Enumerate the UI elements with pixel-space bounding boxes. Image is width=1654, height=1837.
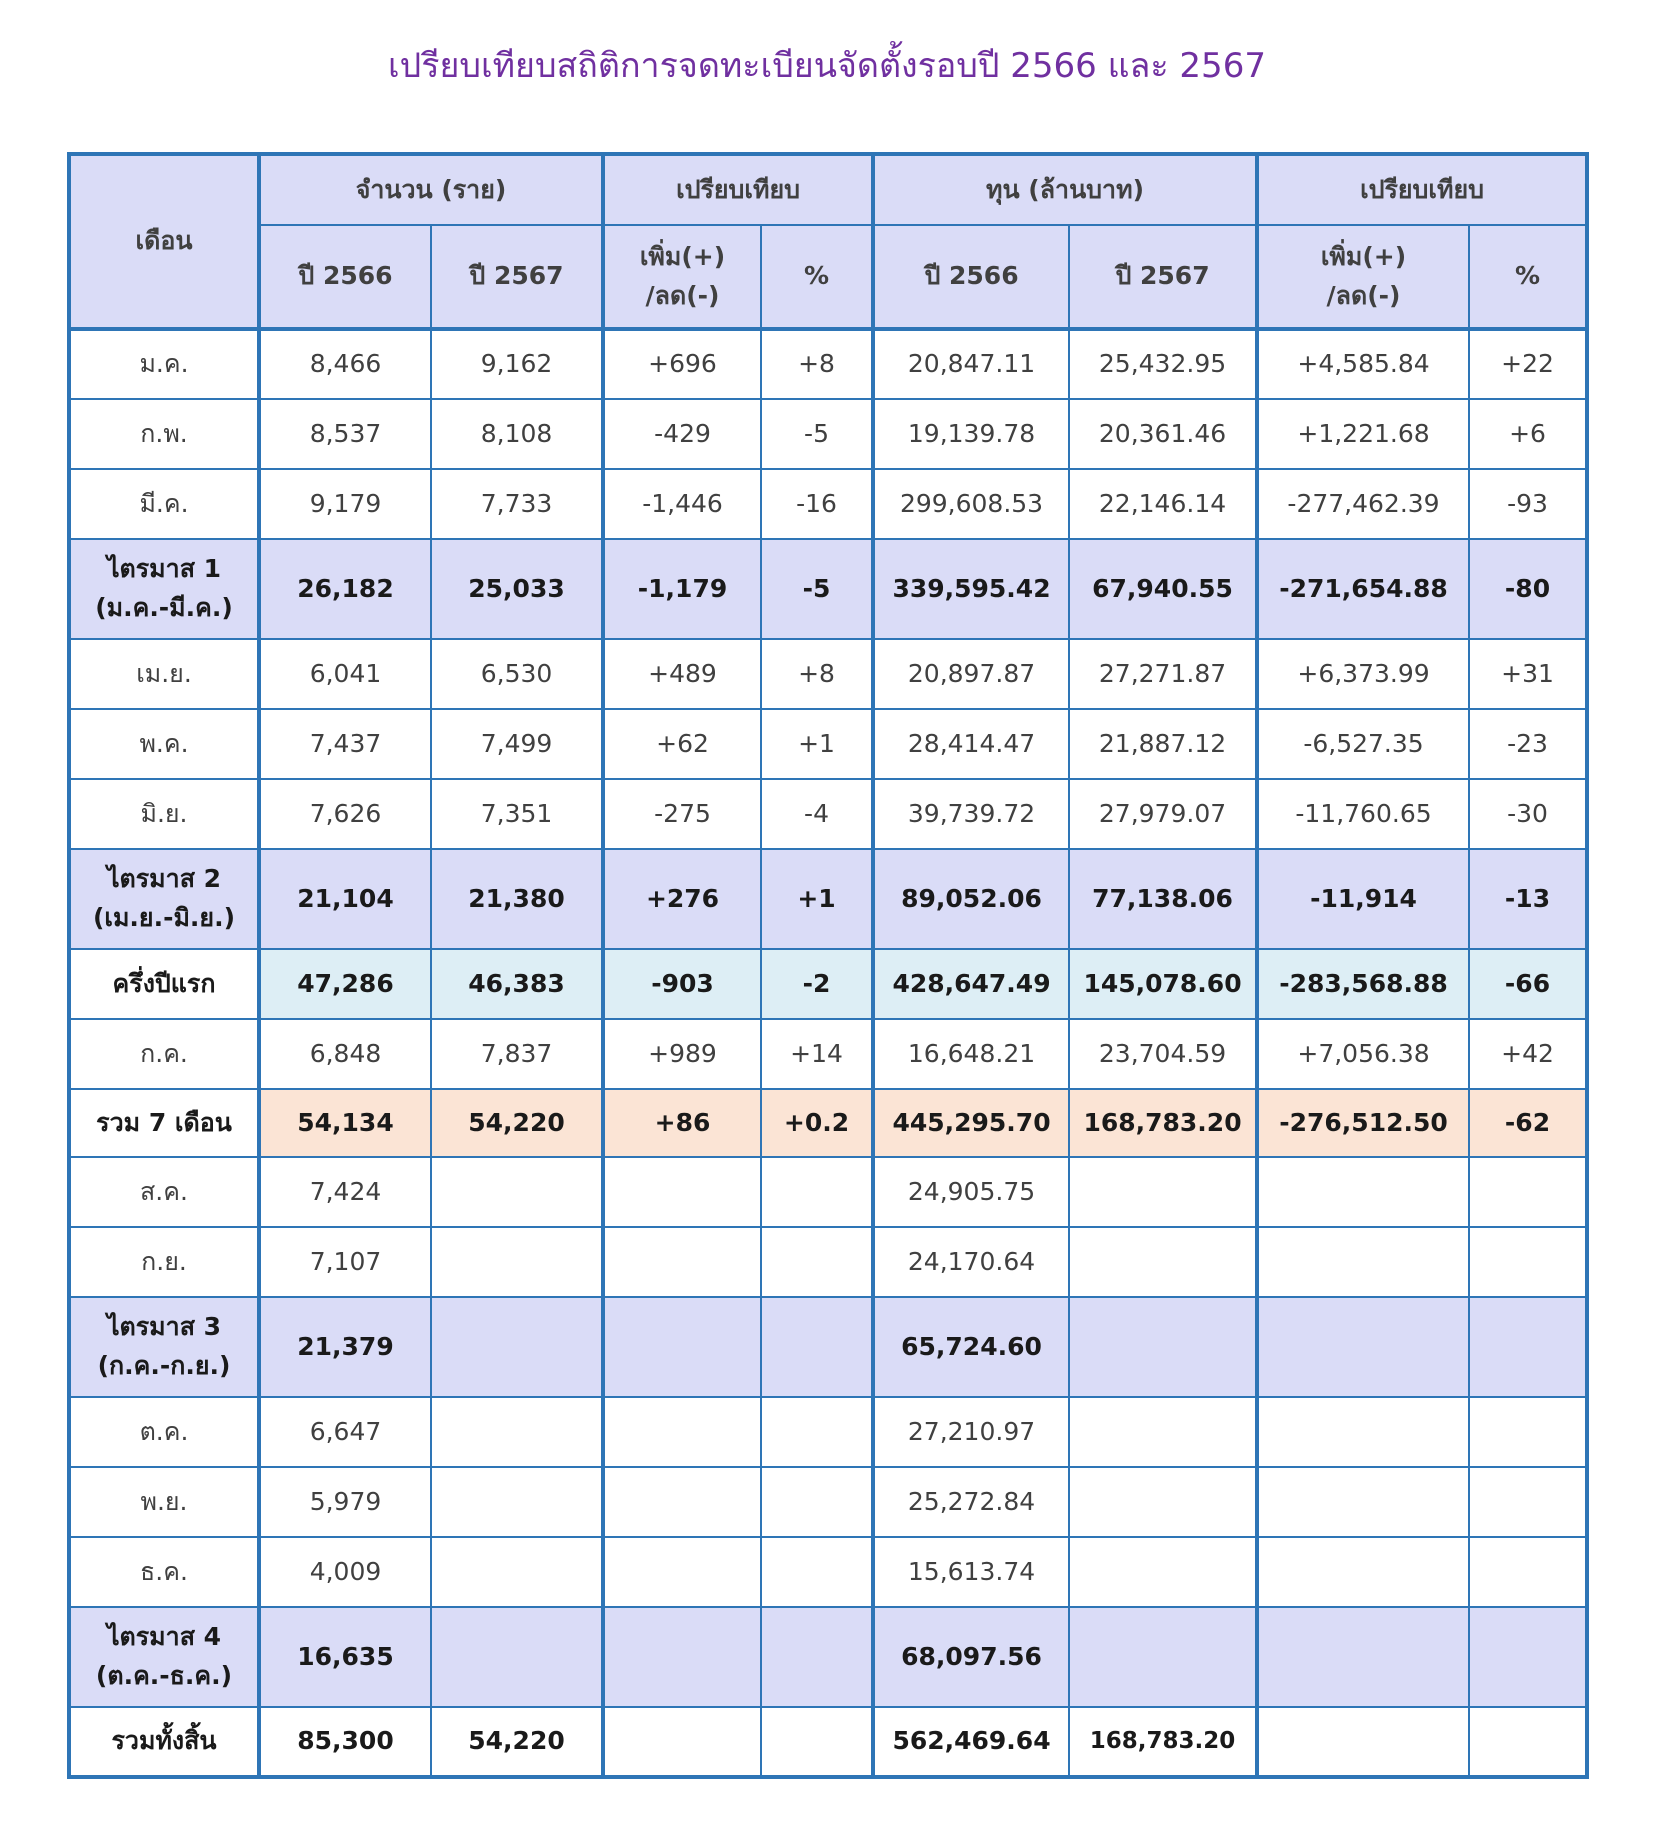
header-count-group: จำนวน (ราย) [259,154,603,225]
cell-c66: 6,041 [259,639,431,709]
cell-c66: 9,179 [259,469,431,539]
cell-c66: 21,104 [259,849,431,949]
cell-cp: -5 [761,399,873,469]
cell-c67: 7,837 [431,1019,603,1089]
table-row [69,1227,1587,1297]
cell-c67: 25,033 [431,539,603,639]
cell-cp [761,1467,873,1537]
cell-c67: 54,220 [431,1089,603,1157]
cell-k66: 24,170.64 [873,1227,1069,1297]
cell-cp: +1 [761,849,873,949]
cell-c67: 9,162 [431,329,603,399]
table-row [69,1397,1587,1467]
cell-k66: 89,052.06 [873,849,1069,949]
cell-kp [1469,1227,1587,1297]
row-label: พ.ย. [69,1467,259,1537]
row-label: ไตรมาส 2 (เม.ย.-มิ.ย.) [69,849,259,949]
cell-kd: -276,512.50 [1257,1089,1469,1157]
cell-kp [1469,1397,1587,1467]
table-row [69,849,1587,949]
cell-k67: 168,783.20 [1069,1707,1257,1777]
row-label: ธ.ค. [69,1537,259,1607]
row-label: มิ.ย. [69,779,259,849]
cell-c67 [431,1607,603,1707]
header-capital-group: ทุน (ล้านบาท) [873,154,1257,225]
cell-kd: +4,585.84 [1257,329,1469,399]
cell-cd: -429 [603,399,761,469]
row-label: ไตรมาส 1 (ม.ค.-มี.ค.) [69,539,259,639]
cell-kd [1257,1537,1469,1607]
table-row [69,1297,1587,1397]
cell-kp [1469,1537,1587,1607]
cell-kp [1469,1707,1587,1777]
registration-comparison-table [67,152,1589,1779]
cell-cp [761,1707,873,1777]
cell-kd: +1,221.68 [1257,399,1469,469]
cell-cd [603,1467,761,1537]
cell-c67 [431,1297,603,1397]
cell-k66: 39,739.72 [873,779,1069,849]
row-label: ม.ค. [69,329,259,399]
header-capital-compare: เปรียบเทียบ [1257,154,1587,225]
cell-cp: +1 [761,709,873,779]
cell-cp [761,1157,873,1227]
cell-cd: +86 [603,1089,761,1157]
cell-c66: 8,537 [259,399,431,469]
cell-kd [1257,1397,1469,1467]
cell-k67 [1069,1227,1257,1297]
header-count-2566: ปี 2566 [259,225,431,329]
cell-k67: 27,271.87 [1069,639,1257,709]
header-capital-2567: ปี 2567 [1069,225,1257,329]
header-capital-2566: ปี 2566 [873,225,1069,329]
cell-k66: 65,724.60 [873,1297,1069,1397]
row-label: ต.ค. [69,1397,259,1467]
cell-c66: 85,300 [259,1707,431,1777]
cell-k67: 67,940.55 [1069,539,1257,639]
cell-k66: 428,647.49 [873,949,1069,1019]
cell-k67: 25,432.95 [1069,329,1257,399]
cell-kd [1257,1467,1469,1537]
cell-kp: +42 [1469,1019,1587,1089]
table-row [69,1019,1587,1089]
cell-c66: 7,107 [259,1227,431,1297]
table-row [69,779,1587,849]
cell-kd: -11,914 [1257,849,1469,949]
cell-c67: 8,108 [431,399,603,469]
row-label: รวม 7 เดือน [69,1089,259,1157]
cell-cp [761,1297,873,1397]
cell-k67: 22,146.14 [1069,469,1257,539]
cell-cd: -275 [603,779,761,849]
cell-c66: 7,424 [259,1157,431,1227]
cell-cd [603,1607,761,1707]
cell-kp: -93 [1469,469,1587,539]
cell-c66: 5,979 [259,1467,431,1537]
cell-cd [603,1297,761,1397]
cell-cp: -16 [761,469,873,539]
cell-k66: 299,608.53 [873,469,1069,539]
cell-k67: 23,704.59 [1069,1019,1257,1089]
cell-c66: 8,466 [259,329,431,399]
cell-k67 [1069,1607,1257,1707]
cell-cd: +989 [603,1019,761,1089]
cell-cd [603,1707,761,1777]
cell-cp [761,1227,873,1297]
row-label: มี.ค. [69,469,259,539]
cell-k66: 28,414.47 [873,709,1069,779]
cell-c67: 7,351 [431,779,603,849]
cell-k66: 68,097.56 [873,1607,1069,1707]
row-label: ครึ่งปีแรก [69,949,259,1019]
cell-cp: -4 [761,779,873,849]
cell-cp: -2 [761,949,873,1019]
cell-cd: +276 [603,849,761,949]
cell-kd: -277,462.39 [1257,469,1469,539]
cell-kp [1469,1607,1587,1707]
table-row [69,949,1587,1019]
row-label: พ.ค. [69,709,259,779]
cell-c67: 7,499 [431,709,603,779]
table-row [69,399,1587,469]
cell-kd: -11,760.65 [1257,779,1469,849]
cell-c66: 16,635 [259,1607,431,1707]
cell-cd [603,1227,761,1297]
cell-cp [761,1397,873,1467]
cell-cp: +8 [761,329,873,399]
cell-k67 [1069,1297,1257,1397]
table-row [69,329,1587,399]
cell-cp: -5 [761,539,873,639]
table-row [69,709,1587,779]
cell-c67 [431,1397,603,1467]
row-label: ไตรมาส 4 (ต.ค.-ธ.ค.) [69,1607,259,1707]
cell-cp: +8 [761,639,873,709]
cell-k67: 27,979.07 [1069,779,1257,849]
header-count-compare: เปรียบเทียบ [603,154,873,225]
row-label: ก.ย. [69,1227,259,1297]
row-label: ก.ค. [69,1019,259,1089]
cell-c66: 21,379 [259,1297,431,1397]
table-row [69,1537,1587,1607]
cell-kd [1257,1297,1469,1397]
cell-k67: 21,887.12 [1069,709,1257,779]
cell-c67 [431,1537,603,1607]
cell-kd [1257,1157,1469,1227]
cell-c66: 7,626 [259,779,431,849]
cell-kd: +6,373.99 [1257,639,1469,709]
cell-kp: -62 [1469,1089,1587,1157]
cell-kd: -6,527.35 [1257,709,1469,779]
cell-c66: 54,134 [259,1089,431,1157]
cell-c66: 6,647 [259,1397,431,1467]
cell-cd: +489 [603,639,761,709]
table-row [69,1157,1587,1227]
cell-k66: 16,648.21 [873,1019,1069,1089]
cell-kp: -30 [1469,779,1587,849]
page-title: เปรียบเทียบสถิติการจดทะเบียนจัดตั้งรอบปี 2566 และ 2567 [388,46,1266,86]
cell-k67 [1069,1537,1257,1607]
cell-kp: -80 [1469,539,1587,639]
cell-c66: 47,286 [259,949,431,1019]
cell-cp: +14 [761,1019,873,1089]
cell-cd: -1,179 [603,539,761,639]
cell-k67: 168,783.20 [1069,1089,1257,1157]
cell-cp [761,1607,873,1707]
cell-c66: 6,848 [259,1019,431,1089]
cell-cd: +696 [603,329,761,399]
table-row [69,1089,1587,1157]
cell-kd [1257,1227,1469,1297]
row-label: รวมทั้งสิ้น [69,1707,259,1777]
header-capital-diff: เพิ่ม(+) /ลด(-) [1257,225,1469,329]
header-count-pct: % [761,225,873,329]
cell-kp [1469,1157,1587,1227]
header-capital-pct: % [1469,225,1587,329]
cell-k66: 27,210.97 [873,1397,1069,1467]
cell-kp [1469,1297,1587,1397]
cell-k66: 19,139.78 [873,399,1069,469]
table-row [69,539,1587,639]
table-row [69,1707,1587,1777]
cell-kd [1257,1707,1469,1777]
cell-k67: 145,078.60 [1069,949,1257,1019]
cell-k67: 20,361.46 [1069,399,1257,469]
header-count-diff: เพิ่ม(+) /ลด(-) [603,225,761,329]
cell-cd [603,1397,761,1467]
table-row [69,639,1587,709]
cell-k66: 24,905.75 [873,1157,1069,1227]
cell-kd: -271,654.88 [1257,539,1469,639]
cell-k67 [1069,1467,1257,1537]
cell-cd [603,1537,761,1607]
row-label: ก.พ. [69,399,259,469]
row-label: ไตรมาส 3 (ก.ค.-ก.ย.) [69,1297,259,1397]
cell-k66: 20,847.11 [873,329,1069,399]
cell-kd [1257,1607,1469,1707]
cell-k66: 445,295.70 [873,1089,1069,1157]
header-count-2567: ปี 2567 [431,225,603,329]
cell-c67 [431,1227,603,1297]
cell-c67: 54,220 [431,1707,603,1777]
table-row [69,1607,1587,1707]
cell-kp: +22 [1469,329,1587,399]
cell-c67 [431,1467,603,1537]
cell-k66: 25,272.84 [873,1467,1069,1537]
row-label: ส.ค. [69,1157,259,1227]
cell-kd: -283,568.88 [1257,949,1469,1019]
cell-kp: -23 [1469,709,1587,779]
cell-c66: 7,437 [259,709,431,779]
cell-k67 [1069,1397,1257,1467]
table-row [69,1467,1587,1537]
cell-kp: -13 [1469,849,1587,949]
cell-cd: -1,446 [603,469,761,539]
cell-cd [603,1157,761,1227]
cell-cd: +62 [603,709,761,779]
cell-c66: 26,182 [259,539,431,639]
cell-k66: 562,469.64 [873,1707,1069,1777]
cell-kp [1469,1467,1587,1537]
cell-c66: 4,009 [259,1537,431,1607]
cell-kp: -66 [1469,949,1587,1019]
cell-cp: +0.2 [761,1089,873,1157]
cell-kp: +31 [1469,639,1587,709]
cell-c67 [431,1157,603,1227]
cell-k66: 339,595.42 [873,539,1069,639]
cell-k66: 15,613.74 [873,1537,1069,1607]
cell-c67: 21,380 [431,849,603,949]
cell-kp: +6 [1469,399,1587,469]
cell-k67 [1069,1157,1257,1227]
cell-c67: 7,733 [431,469,603,539]
table-row [69,469,1587,539]
cell-k67: 77,138.06 [1069,849,1257,949]
cell-cp [761,1537,873,1607]
cell-kd: +7,056.38 [1257,1019,1469,1089]
header-month: เดือน [69,154,259,329]
cell-k66: 20,897.87 [873,639,1069,709]
cell-c67: 6,530 [431,639,603,709]
row-label: เม.ย. [69,639,259,709]
cell-c67: 46,383 [431,949,603,1019]
cell-cd: -903 [603,949,761,1019]
